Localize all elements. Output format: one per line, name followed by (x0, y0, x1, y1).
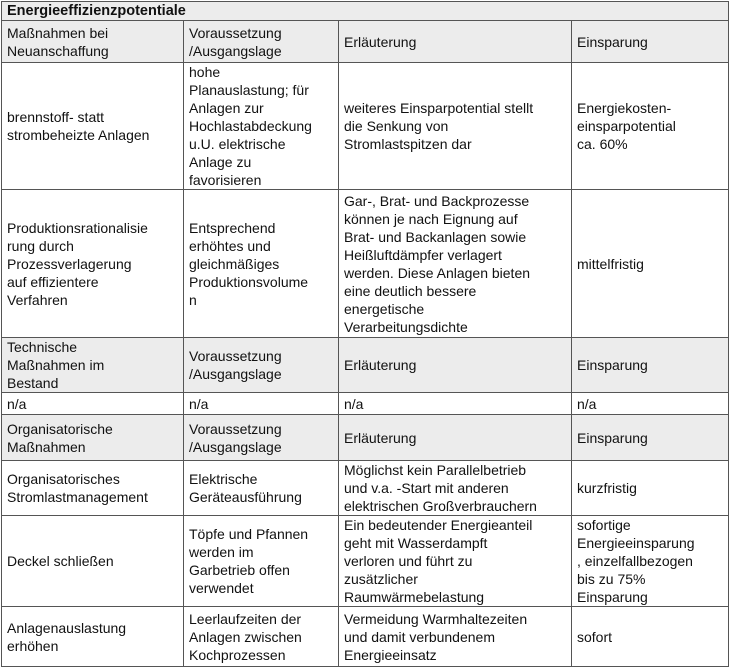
table-cell: kurzfristig (572, 461, 729, 516)
table-cell: n/a (339, 393, 572, 415)
section-header-row (2, 21, 729, 63)
table-cell: hohe Planauslastung; für Anlagen zur Hochlastabdeckung u.U. elektrische Anlage zu favorisieren (184, 63, 339, 190)
table-cell: Entsprechend erhöhtes und gleichmäßiges Produktionsvolume n (184, 190, 339, 338)
table-cell: Ein bedeutender Energieanteil geht mit Wasserdampft verloren und führt zu zusätzlicher Raumwärmebelastung (339, 516, 572, 607)
header-cell: Maßnahmen bei Neuanschaffung (2, 21, 184, 63)
table-cell: Leerlaufzeiten der Anlagen zwischen Kochprozessen (184, 607, 339, 667)
header-cell: Einsparung (572, 415, 729, 461)
table-cell: Töpfe und Pfannen werden im Garbetrieb offen verwendet (184, 516, 339, 607)
table-cell: Deckel schließen (2, 516, 184, 607)
table-cell: mittelfristig (572, 190, 729, 338)
table-row (2, 393, 729, 415)
table-cell: sofort (572, 607, 729, 667)
table-cell: Organisatorisches Stromlastmanagement (2, 461, 184, 516)
section-header-row (2, 415, 729, 461)
table-row (2, 516, 729, 607)
header-cell: Organisatorische Maßnahmen (2, 415, 184, 461)
table-title-row (2, 2, 729, 21)
table-cell: Energiekosten- einsparpotential ca. 60% (572, 63, 729, 190)
header-cell: Erläuterung (339, 21, 572, 63)
header-cell: Voraussetzung /Ausgangslage (184, 21, 339, 63)
table-row (2, 63, 729, 190)
table-cell: n/a (572, 393, 729, 415)
table-cell: Gar-, Brat- und Backprozesse können je nach Eignung auf Brat- und Backanlagen sowie Heißluftdämpfer verlagert werden. Diese Anlagen bieten eine deutlich bessere energetische Verarbeitungsdichte (339, 190, 572, 338)
table-cell: Anlagenauslastung erhöhen (2, 607, 184, 667)
header-cell: Voraussetzung /Ausgangslage (184, 338, 339, 393)
table-cell: n/a (2, 393, 184, 415)
section-header-row (2, 338, 729, 393)
table-title: Energieeffizienzpotentiale (2, 2, 729, 21)
table-row (2, 461, 729, 516)
table-cell: sofortige Energieeinsparung , einzelfallbezogen bis zu 75% Einsparung (572, 516, 729, 607)
energy-efficiency-table (1, 1, 729, 667)
header-cell: Technische Maßnahmen im Bestand (2, 338, 184, 393)
table-cell: Produktionsrationalisie rung durch Prozessverlagerung auf effizientere Verfahren (2, 190, 184, 338)
table-row (2, 190, 729, 338)
header-cell: Einsparung (572, 338, 729, 393)
table-cell: brennstoff- statt strombeheizte Anlagen (2, 63, 184, 190)
header-cell: Erläuterung (339, 338, 572, 393)
header-cell: Erläuterung (339, 415, 572, 461)
table-cell: Elektrische Geräteausführung (184, 461, 339, 516)
table-cell: Vermeidung Warmhaltezeiten und damit verbundenem Energieeinsatz (339, 607, 572, 667)
table-cell: n/a (184, 393, 339, 415)
table-cell: Möglichst kein Parallelbetrieb und v.a. -Start mit anderen elektrischen Großverbrauchern (339, 461, 572, 516)
table-cell: weiteres Einsparpotential stellt die Senkung von Stromlastspitzen dar (339, 63, 572, 190)
header-cell: Voraussetzung /Ausgangslage (184, 415, 339, 461)
table-row (2, 607, 729, 667)
header-cell: Einsparung (572, 21, 729, 63)
